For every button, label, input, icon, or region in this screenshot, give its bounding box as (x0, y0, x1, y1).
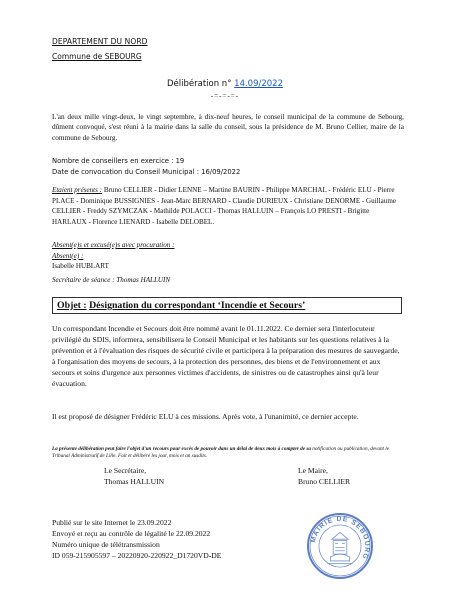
mayor-signature (298, 466, 350, 488)
intro-paragraph: L'an deux mille vingt-deux, le vingt septembre, à dix-neuf heures, le conseil municipal de la commune de Sebourg, dûment convoqué, s'est réuni à la mairie dans la salle du conseil, sous la présidence de M. Bruno Cellier, maire de la commune de Sebourg. (52, 112, 404, 142)
legal-notice (52, 446, 407, 460)
title-separator: -=-=-=- (210, 92, 240, 100)
footer-number-label: Numéro unique de télétransmission (52, 539, 160, 549)
objet-title: Désignation du correspondant ‘Incendie et Secours’ (89, 300, 306, 311)
body-paragraph-2: Il est proposé de désigner Frédéric ELU à ces missions. Après vote, à l'unanimité, ce dernier accepte. (52, 412, 359, 421)
councillors-count: Nombre de conseillers en exercice : 19 (52, 157, 185, 165)
present-block (52, 185, 404, 227)
svg-text:MAIRIE DE SEBOURG: MAIRIE DE SEBOURG (309, 515, 371, 561)
deliberation-title (0, 79, 450, 89)
commune-heading: Commune de SEBOURG (52, 52, 142, 61)
mairie-stamp (306, 512, 374, 580)
secretary-role: Le Secrétaire, (104, 466, 147, 475)
legal-notice-lead: La présente délibération peut faire l'objet d'un recours pour excès de pouvoir dans un délai de deux mois à compter de sa (52, 446, 311, 452)
footer-id: ID 059-215905597 – 20220920-220922_D1720VD-DE (52, 550, 222, 560)
footer-sent: Envoyé et reçu au contrôle de légalité le 22.09.2022 (52, 528, 211, 538)
present-label: Etaient présents : (52, 186, 103, 194)
convocation-date: Date de convocation du Conseil Municipal : 16/09/2022 (52, 167, 241, 176)
proxy-label: Absent(e)s et excusé(e)s avec procuration : (52, 241, 175, 249)
objet-heading (57, 300, 305, 311)
objet-label: Objet : (57, 300, 87, 311)
footer-published: Publié sur le site Internet le 23.09.2022 (52, 518, 172, 527)
secretary-signature (104, 466, 164, 488)
counts-block (52, 156, 240, 177)
absent-block (52, 240, 174, 272)
deliberation-number: 14.09/2022 (234, 79, 283, 89)
department-heading: DEPARTEMENT DU NORD (52, 37, 148, 46)
present-names: Bruno CELLIER - Didier LENNE – Martine BAURIN - Philippe MARCHAL - Frédéric ELU - Pierre PLACE - Dominique BUSSIGNIES - Jean-Marc BERNARD - Claudie DURIEUX - Christiane DENORME - Guillaume CELLIER - Freddy SZYMCZAK - Mathilde POLACCI - Thomas HALLUIN – François LO PRESTI - Brigitte HARLAUX - Florence LIENARD - Isabelle DELOBEL. (52, 186, 397, 226)
body-paragraph-1: Un correspondant Incendie et Secours doit être nommé avant le 01.11.2022. Ce dernier sera l'interlocuteur privilégié du SDIS, informera, sensibilisera le Conseil Municipal et les habitants sur les questions relatives à la prévention et à l'évaluation des risques de sécurité civile et participera à la préparation des mesures de sauvegarde, à l'organisation des moyens de secours, à la protection des personnes, des biens et de l'environnement et aux secours et soins d'urgence aux personnes victimes d'accidents, de sinistres ou de catastrophes ainsi qu'à leur évacuation. (52, 324, 400, 388)
mayor-role: Le Maire, (298, 466, 328, 475)
mayor-name: Bruno CELLIER (298, 476, 351, 486)
session-secretary: Secrétaire de séance : Thomas HALLUIN (52, 276, 171, 284)
deliberation-label: Délibération n° (167, 79, 232, 89)
publication-footer (52, 518, 221, 562)
absent-label: Absent(e) : (52, 251, 84, 260)
absent-name: Isabelle HUBLART (52, 262, 109, 270)
legal-notice-rest: notification ou publication, devant le Tribunal Administratif de Lille. Fait et délibéré les jour, mois et an susdits. (52, 446, 390, 459)
secretary-name: Thomas HALLUIN (104, 476, 165, 486)
